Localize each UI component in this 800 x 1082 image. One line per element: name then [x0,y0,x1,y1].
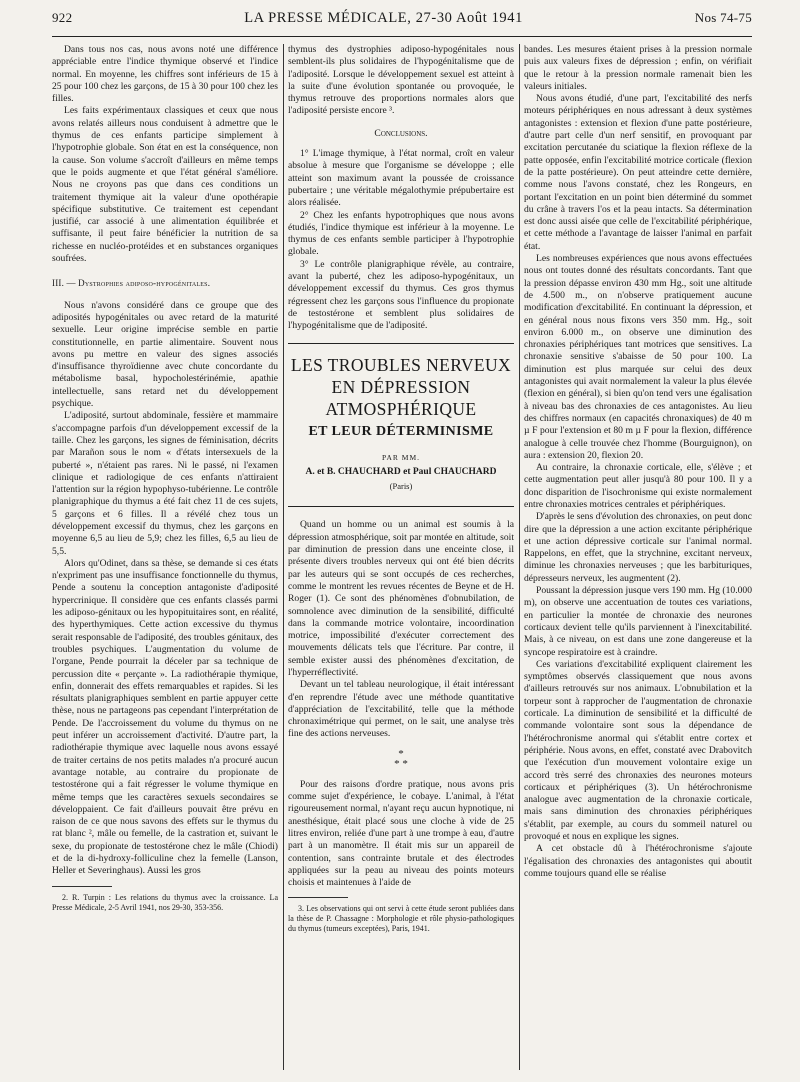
paragraph: Poussant la dépression jusque vers 190 mm. Hg (10.000 m), on observe une accentuation de toutes ces variations, en particulier la montée de chronaxie des neurones corticaux devient telle qu'ils parviennent à l'inexcitabilité. Mais, à ce niveau, on est dans une zone dangereuse et la syncope respiratoire est à craindre. [524,585,752,658]
paragraph: A cet obstacle dû à l'hétérochronisme s'ajoute l'égalisation des chronaxies des antagonistes qui aboutit comme toujours quand elle se réalise [524,843,752,879]
article-title-line: ATMOSPHÉRIQUE [325,398,477,419]
paragraph: Nous avons étudié, d'une part, l'excitabilité des nerfs moteurs périphériques en nous adressant à deux systèmes antagonistes : extension et flexion d'une patte postérieure, d'autre part celle d'un nerf sensitif, en provoquant par excitation percutanée du sciatique la flexion réflexe de la patte opposée, enfin l'excitabilité motrice corticale (flexion de la patte postérieure). On peut atteindre cette dernière, comme nous l'avons constaté, chez les Rongeurs, en portant l'excitation en un point bien déterminé du sommet du crâne à travers l'os et la peau intacts. Sa détermination est donc aussi aisée que celle de l'excitabilité périphérique, et cette méthode a l'avantage de laisser l'animal en parfait état. [524,93,752,252]
column-divider [519,44,520,1070]
page-header [52,10,752,34]
section-separator [288,749,514,769]
paragraph: Au contraire, la chronaxie corticale, elle, s'élève ; et cette augmentation peut aller jusqu'à 80 pour 100. Il y a donc disparition de l'isochronisme qui existe normalement entre chronaxies motrices centrales et périphériques. [524,462,752,510]
byline-prefix: PAR MM. [382,452,420,462]
paragraph: Dans tous nos cas, nous avons noté une différence appréciable entre l'indice thymique observé et l'indice normal. En moyenne, les chiffres sont inférieurs de 15 à 25 pour 100 chez les garçons, de 15 à 30 pour 100 chez les filles. [52,44,278,105]
conclusion-item: 1° L'image thymique, à l'état normal, croît en valeur absolue à mesure que l'organisme se développe ; elle atteint son maximum avant la poussée de croissance pubertaire ; une véritable mégalothymie prépubertaire est alors réalisée. [288,148,514,209]
header-rule [52,36,752,37]
conclusions-heading: Conclusions. [374,127,428,139]
paragraph: Nous n'avons considéré dans ce groupe que des adiposités hypogénitales ou avec retard de la maturité sexuelle. Leur origine imprécise semble en partie constitutionnelle, en partie alimentaire. Souvent nous avons pu mettre en valeur des signes associés d'insuffisance thyroïdienne avec chute concordante du métabolisme basal, hypocholestérinémie, apathie intellectuelle, sans retard net du développement psychique. [52,299,278,410]
article-title-line: LES TROUBLES NERVEUX [290,354,512,375]
paragraph: Devant un tel tableau neurologique, il était intéressant d'en reprendre l'étude avec une méthode quantitative d'appréciation de l'excitabilité, telle que la méthode chronaximétrique qui permet, on le sait, une analyse très fine des actions nerveuses. [288,679,514,740]
section-number: III. — [52,278,79,289]
paragraph: Les faits expérimentaux classiques et ceux que nous avons relatés ailleurs nous conduisent à admettre que le thymus de ces enfants participe simplement à l'hypotrophie globale. Son état en est la conséquence, non la cause. Son volume s'accroît d'ailleurs en même temps que le poids augmente et que l'état général s'améliore. Nous ne croyons pas que dans ces conditions un traitement thymique ait la valeur d'une opothérapie spécifique substitutive. Ce traitement est cependant justifié, car associé à une alimentation équilibrée et suffisante, il peut faire bénéficier la nutrition de sa richesse en nucléo-protéides et en substances organiques soufrées. [52,105,278,265]
column-divider [283,44,284,1070]
paragraph: Les nombreuses expériences que nous avons effectuées nous ont toutes donné des résultats concordants. Tant que la pression dépasse environ 430 mm Hg., soit une altitude de 4.500 m., on n'observe pratiquement aucune modification d'excitabilité. En continuant la dépression, et en général nous nous fixons vers 350 mm. Hg., soit environ 6.000 m., on observe une diminution des chronaxies périphériques tant motrices que sensitives. La chronaxie sensitive s'abaisse de 50 pour 100. La diminution est plus marquée sur celui des deux antagonistes qui avait normalement la valeur la plus élevée (flexion en général), si bien qu'on tend vers une égalisation à niveau bas des chronaxies de ces antagonistes. Au lieu des chiffres normaux (en capacités chronaxiques) de 40 m µ F pour l'extension et 80 m µ F pour la flexion, différence analogue à celle trouvée chez l'homme (Bourguignon), on aura : extension 20, flexion 20. [524,253,752,461]
article-title-line: EN DÉPRESSION [331,376,471,397]
article-subtitle: ET LEUR DÉTERMINISME [308,423,494,439]
article-location: (Paris) [389,481,413,492]
column-2 [288,44,514,1074]
section-heading [52,277,278,289]
article-title-block [288,343,514,508]
paragraph: thymus des dystrophies adiposo-hypogénitales nous semblent-ils plus solidaires de l'hypogénitalisme que de l'adiposité. Lorsque le développement sexuel est atteint à la suite d'une évolution spontanée ou provoquée, le thymus retrouve des proportions normales alors que l'adiposité persiste encore ³. [288,44,514,117]
paragraph: L'adiposité, surtout abdominale, fessière et mammaire s'accompagne parfois d'un développement excessif de la taille. Chez les garçons, les signes de féminisation, décrits par Marañon sous le nom « d'états intersexuels de la puberté », n'étaient pas rares. Ni le passé, ni l'examen clinique et radiologique de ces enfants n'attiraient l'attention sur la région hypophyso-tubérienne. Le contrôle planigraphique du thymus a été fait chez 11 de ces sujets, 5 garçons et 6 filles. Il a révélé chez tous un développement excessif du thymus, chez les garçons en moyenne 6,5 au lieu de 5,9; chez les filles, 6,5 au lieu de 5,5. [52,410,278,557]
conclusion-item: 3° Le contrôle planigraphique révèle, au contraire, avant la puberté, chez les adiposo-hypogénitaux, un développement excessif du thymus. Ces gros thymus régressent chez les garçons sous l'influence du propionate de testostérone et semblent plus solidaires de l'hypogénitalisme que de l'adiposité. [288,258,514,332]
separator-star: * [398,747,404,760]
conclusion-item: 2° Chez les enfants hypotrophiques que nous avons étudiés, l'indice thymique est inférieur à la moyenne. Le thymus de ces enfants semble participer à l'hypotrophie globale. [288,209,514,258]
paragraph: D'après le sens d'évolution des chronaxies, on peut donc dire que la dépression a une action excitante périphérique et une action dépressive corticale sur l'animal normal. Rappelons, en effet, que la strychnine, excitant nerveux, diminue les chronaxies nerveuses ; que les barbituriques, dépresseurs nerveux, les augmentent (2). [524,511,752,584]
paragraph: bandes. Les mesures étaient prises à la pression normale puis aux valeurs fixes de dépression ; enfin, on vérifiait que le retour à la pression normale ramenait bien les valeurs initiales. [524,44,752,92]
separator-stars: * * [394,757,408,770]
article-authors: A. et B. CHAUCHARD et Paul CHAUCHARD [305,466,497,477]
issue-number: Nos 74-75 [694,10,752,25]
section-title: Dystrophies adiposo-hypogénitales. [78,278,211,289]
column-3 [524,44,752,1074]
footnote-rule [288,897,348,898]
paragraph: Ces variations d'excitabilité expliquent clairement les symptômes observés classiquement que nous avons d'ailleurs retrouvés sur nos animaux. L'obnubilation et la torpeur sont à rapprocher de l'augmentation de chronaxie corticale. La diminution de sensibilité et la difficulté de commande volontaire sont sous la dépendance de l'hétérochronisme anormal qui s'établit entre cortex et périphérie. Nous avons, en effet, constaté avec Drabovitch que l'exécution d'un mouvement volontaire exige un accord très serré des chronaxies des neurones moteurs corticaux et périphériques (3). Un hétérochronisme analogue avec augmentation de la chronaxie corticale, mais sans diminution des chronaxies périphériques s'établit, par exemple, au cours du sommeil naturel ou provoqué et nous en explique les signes. [524,658,752,842]
paragraph: Alors qu'Odinet, dans sa thèse, se demande si ces états n'expriment pas une insuffisance fonctionnelle du thymus, Pende a soutenu la conception antagoniste d'adiposité hypercrinique. Il considère que ces enfants classés parmi les adiposo-génitaux ou les hypopituitaires sont, en réalité, des hyperthymiques. Cette action excessive du thymus serait responsable de l'adiposité, des troubles génitaux, des troubles psychiques. L'augmentation du volume de l'organe, Pende pourrait la déceler par sa technique de percussion dite « perçante ». La radiothérapie thymique, enfin, donnerait des effets remarquables et rapides. Si les résultats planigraphiques semblent en partie appuyer cette thèse, nous ne partageons pas cependant l'interprétation de Pende. De l'accroissement du volume du thymus on ne peut inférer un accroissement d'activité. D'autre part, la radiothérapie thymique avec laquelle nous avons essayé de traiter certains de nos petits malades n'a procuré aucun avantage notable, au contraire du propionate de testostérone qui a fait régresser le volume thymique en même temps que les caractères sexuels secondaires se développaient. Ce fait d'ailleurs pouvait être prévu en raison de ce que nous savons des effets sur le thymus du rat blanc ², mâle ou femelle, de la castration et, suivant le sexe, du propionate de testostérone chez le mâle (Chiodi) et de la di-hydroxy-folliculine chez la femelle (Lanson, Heller et Severinghaus). Aussi les gros [52,557,278,877]
paragraph: Pour des raisons d'ordre pratique, nous avons pris comme sujet d'expérience, le cobaye. L'animal, à l'état rigoureusement normal, n'ayant reçu aucun hypnotique, ni anesthésique, était placé sous une cloche à vide de 25 litres environ, reliée d'une part à une trompe à eau, d'autre part à un manomètre. Il était mis sur un appareil de contention, sans contrainte brutale et des électrodes appliquées sur la peau au niveau des points moteurs choisis et maintenues à l'aide de [288,778,514,889]
column-1 [52,44,278,1034]
paragraph: Quand un homme ou un animal est soumis à la dépression atmosphérique, soit par montée en altitude, soit par diminution de pression dans une enceinte close, il présente divers troubles nerveux qui ont été bien décrits par les auteurs qui se sont occupés de ces recherches, comme le montrent les revues récentes de Beyne et de H. Roger (1). Ce sont des phénomènes d'obnubilation, de somnolence avec diminution de la sensibilité, difficulté dans la commande motrice volontaire, incoordination motrice, impossibilité d'exécuter correctement des mouvements délicats tels que l'écriture. Par contre, il semble exister aussi des phénomènes d'excitation, de l'hyperréflectivité. [288,519,514,678]
page-number: 922 [52,10,73,25]
footnote-rule [52,886,112,887]
footnote: 3. Les observations qui ont servi à cette étude seront publiées dans la thèse de P. Chassagne : Morphologie et rôle physio-pathologiques du thymus (tumeurs exceptées), Paris, 1941. [288,904,514,934]
footnote: 2. R. Turpin : Les relations du thymus avec la croissance. La Presse Médicale, 2-5 Avril 1941, nos 29-30, 353-356. [52,892,278,912]
journal-title: LA PRESSE MÉDICALE, 27-30 Août 1941 [244,10,523,26]
